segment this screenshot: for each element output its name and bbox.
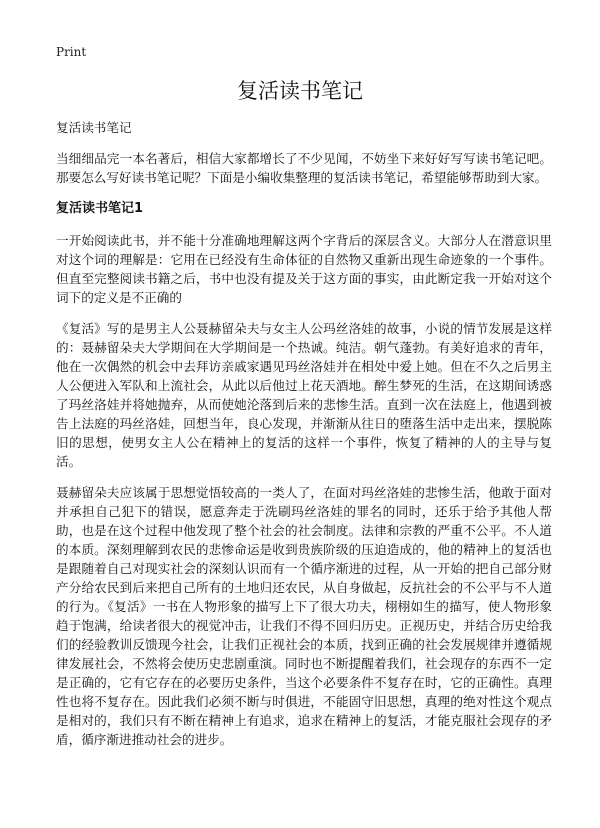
article-body <box>56 118 552 761</box>
body-paragraph-1: 一开始阅读此书，并不能十分准确地理解这两个字背后的深层含义。大部分人在潜意识里对这个词的理解是：它用在已经没有生命体征的自然物又重新出现生命迹象的一个事件。但直至完整阅读书籍之后，书中也没有提及关于这方面的事实，由此断定我一开始对这个词下的定义是不正确的 <box>56 233 552 305</box>
print-link[interactable]: Print <box>56 45 87 59</box>
body-paragraph-2: 《复活》写的是男主人公聂赫留朵夫与女主人公玛丝洛娃的故事，小说的情节发展是这样的：聂赫留朵夫大学期间在大学期间是一个热诚。纯洁。朝气蓬勃。有美好追求的青年，他在一次偶然的机会中去拜访亲戚家遇见玛丝洛娃并在相处中爱上她。但在不久之后男主人公便进入军队和上流社会，从此以后他过上花天酒地。醉生梦死的生活，在这期间诱惑了玛丝洛娃并将她抛弃，从而使她沦落到后来的悲惨生活。直到一次在法庭上，他遇到被告上法庭的玛丝洛娃，回想当年，良心发现，并渐渐从往日的堕落生活中走出来，摆脱陈旧的思想，使男女主人公在精神上的复活的这样一个事件，恢复了精神的人的主导与复活。 <box>56 321 552 469</box>
article-subtitle: 复活读书笔记 <box>56 120 132 135</box>
intro-paragraph: 当细细品完一本名著后，相信大家都增长了不少见闻，不妨坐下来好好写写读书笔记吧。那要怎么写好读书笔记呢？下面是小编收集整理的复活读书笔记，希望能够帮助到大家。 <box>56 151 552 185</box>
page-title: 复活读书笔记 <box>237 79 363 103</box>
body-paragraph-3: 聂赫留朵夫应该属于思想觉悟较高的一类人了，在面对玛丝洛娃的悲惨生活，他敢于面对并承担自己犯下的错误，愿意奔走于洗刷玛丝洛娃的罪名的同时，还乐于给予其他人帮助，也是在这个过程中他发现了整个社会的社会制度。法律和宗教的严重不公平。不人道的本质。深刻理解到农民的悲惨命运是收到贵族阶级的压迫造成的，他的精神上的复活也是跟随着自己对现实社会的深刻认识而有一个循序渐进的过程，从一开始的把自己部分财产分给农民到后来把自己所有的土地归还农民，从自身做起，反抗社会的不公平与不人道的行为。《复活》一书在人物形象的描写上下了很大功夫，栩栩如生的描写，使人物形象趋于饱满，给读者很大的视觉冲击，让我们不得不回归历史。正视历史，并结合历史给我们的经验教训反馈现今社会，让我们正视社会的本质，找到正确的社会发展规律并遵循规律发展社会，不然将会使历史悲剧重演。同时也不断提醒着我们，社会现存的东西不一定是正确的，它有它存在的必要历史条件，当这个必要条件不复存在时，它的正确性。真理性也将不复存在。因此我们必须不断与时俱进，不能固守旧思想，真理的绝对性这个观点是相对的，我们只有不断在精神上有追求，追求在精神上的复活，才能克服社会现存的矛盾，循序渐进推动社会的进步。 <box>56 485 552 747</box>
section-heading: 复活读书笔记1 <box>56 201 144 216</box>
